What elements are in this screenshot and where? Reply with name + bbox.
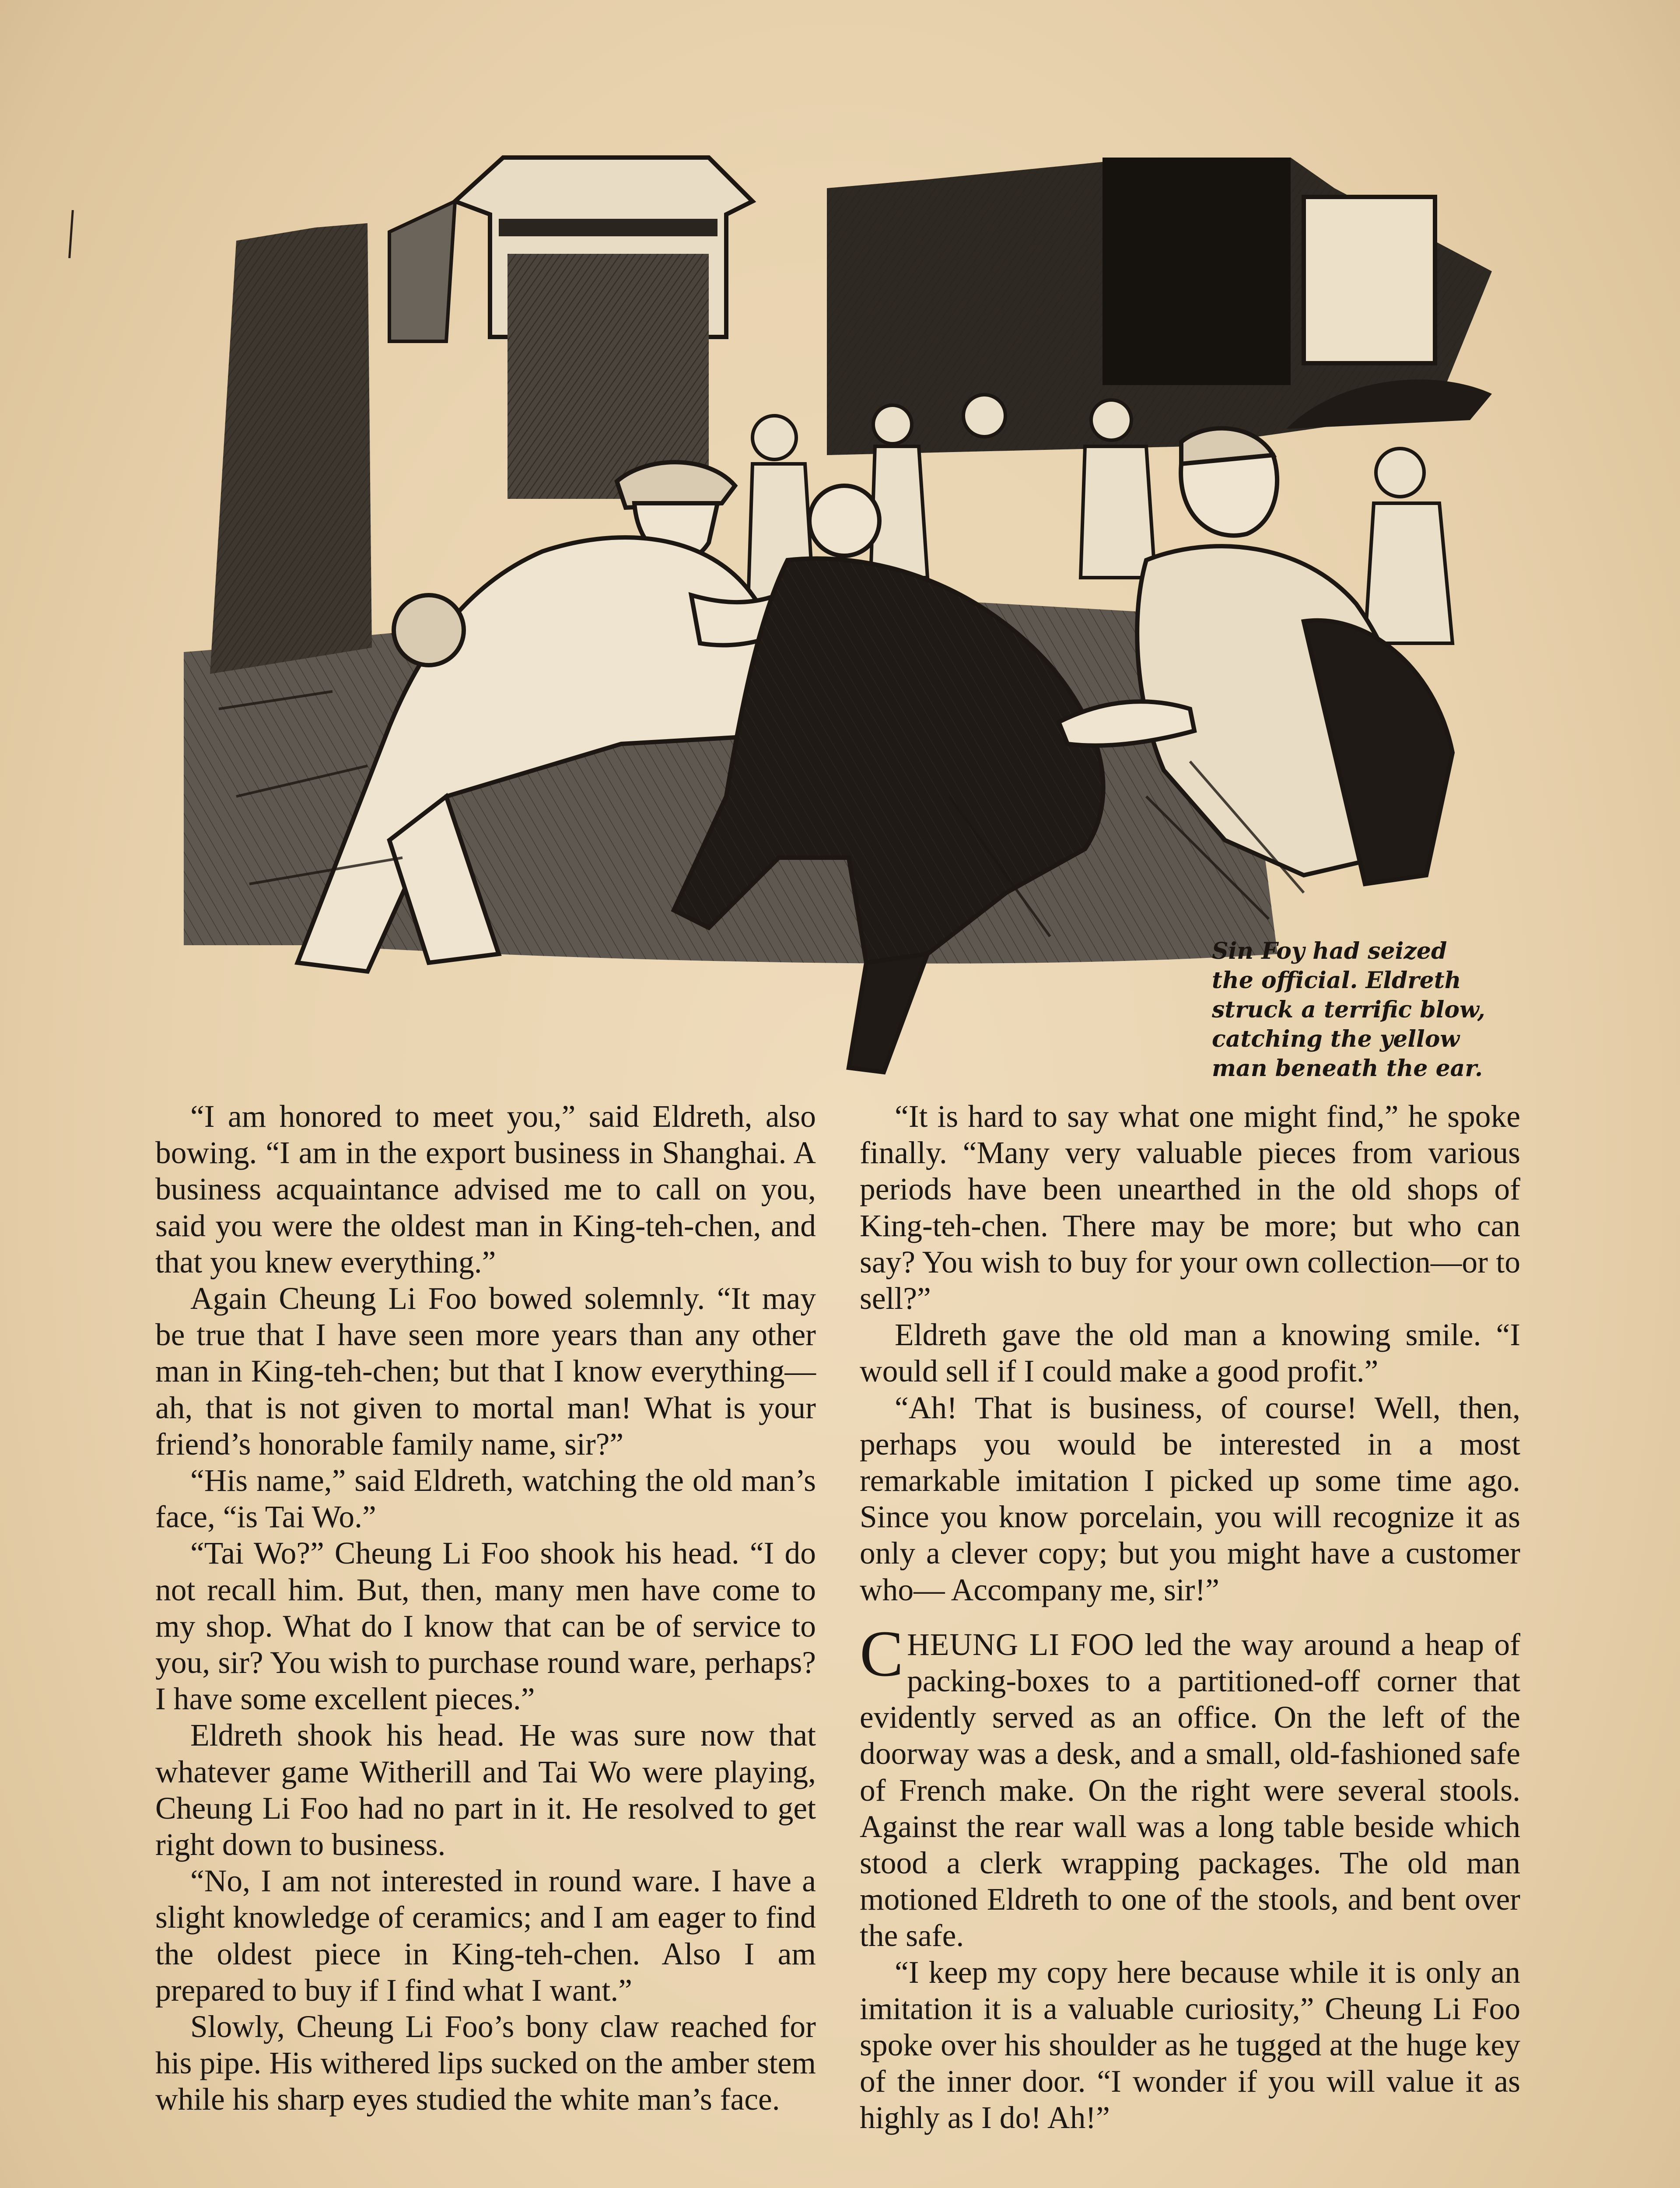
paragraph: “Ah! That is business, of course! Well, then, perhaps you would be interested in a most remarkable imitation I picked up some time ago. Since you know porcelain, you will recognize it as only a clever copy; but you might have a customer who— Accompany me, sir!” — [860, 1390, 1520, 1607]
paragraph-text: led the way around a heap of packing-boxes to a partitioned-off corner that evidently served as an office. On the left of the doorway was a desk, and a small, old-fashioned safe of French make. On the right were several stools. Against the rear wall was a long table beside which stood a clerk wrapping packages. The old man motioned Eldreth to one of the stools, and bent over the safe. — [860, 1627, 1520, 1953]
paragraph: “Tai Wo?” Cheung Li Foo shook his head. “I do not recall him. But, then, many men have come to my shop. What do I know that can be of service to you, sir? You wish to purchase round ware, perhaps? I have some excellent pieces.” — [155, 1536, 816, 1717]
paragraph: “I keep my copy here because while it is only an imitation it is a valuable curiosity,” Cheung Li Foo spoke over his shoulder as he tugged at the huge key of the inner door. “I wonder if you will value it as highly as I do! Ah!” — [860, 1955, 1520, 2135]
section-opening-paragraph — [860, 1617, 1520, 1954]
text-column-right — [860, 1098, 1520, 2136]
paragraph: “No, I am not interested in round ware. I have a slight knowledge of ceramics; and I am eager to find the oldest piece in King-teh-chen. Also I am prepared to buy if I find what I want.” — [155, 1864, 816, 2008]
paragraph: Again Cheung Li Foo bowed solemnly. “It may be true that I have seen more years than any other man in King-teh-chen; but that I know everything—ah, that is not given to mortal man! What is your friend’s honorable family name, sir?” — [155, 1281, 816, 1462]
margin-mark — [68, 210, 74, 258]
paragraph: Eldreth gave the old man a knowing smile. “I would sell if I could make a good profit.” — [860, 1318, 1520, 1389]
paragraph: “It is hard to say what one might find,” he spoke finally. “Many very valuable pieces from various periods have been unearthed in the old shops of King-teh-chen. There may be more; but who can say? You wish to buy for your own collection—or to sell?” — [860, 1099, 1520, 1316]
paragraph: Eldreth shook his head. He was sure now that whatever game Witherill and Tai Wo were playing, Cheung Li Foo had no part in it. He resolved to get right down to business. — [155, 1718, 816, 1862]
drop-cap: C — [860, 1617, 904, 1690]
paragraph: “His name,” said Eldreth, watching the old man’s face, “is Tai Wo.” — [155, 1463, 816, 1535]
paragraph: “I am honored to meet you,” said Eldreth, also bowing. “I am in the export business in Shanghai. A business acquaintance advised me to call on you, said you were the oldest man in King-teh-chen, and that you knew everything.” — [155, 1099, 816, 1280]
paragraph: Slowly, Cheung Li Foo’s bony claw reached for his pipe. His withered lips sucked on the amber stem while his sharp eyes studied the white man’s face. — [155, 2009, 816, 2117]
illustration-caption: Sin Foy had seized the official. Eldreth struck a terrific blow, catching the yellow man beneath the ear. — [1212, 938, 1485, 1082]
text-column-left — [155, 1098, 816, 2118]
lead-in-caps: HEUNG LI FOO — [907, 1627, 1134, 1662]
